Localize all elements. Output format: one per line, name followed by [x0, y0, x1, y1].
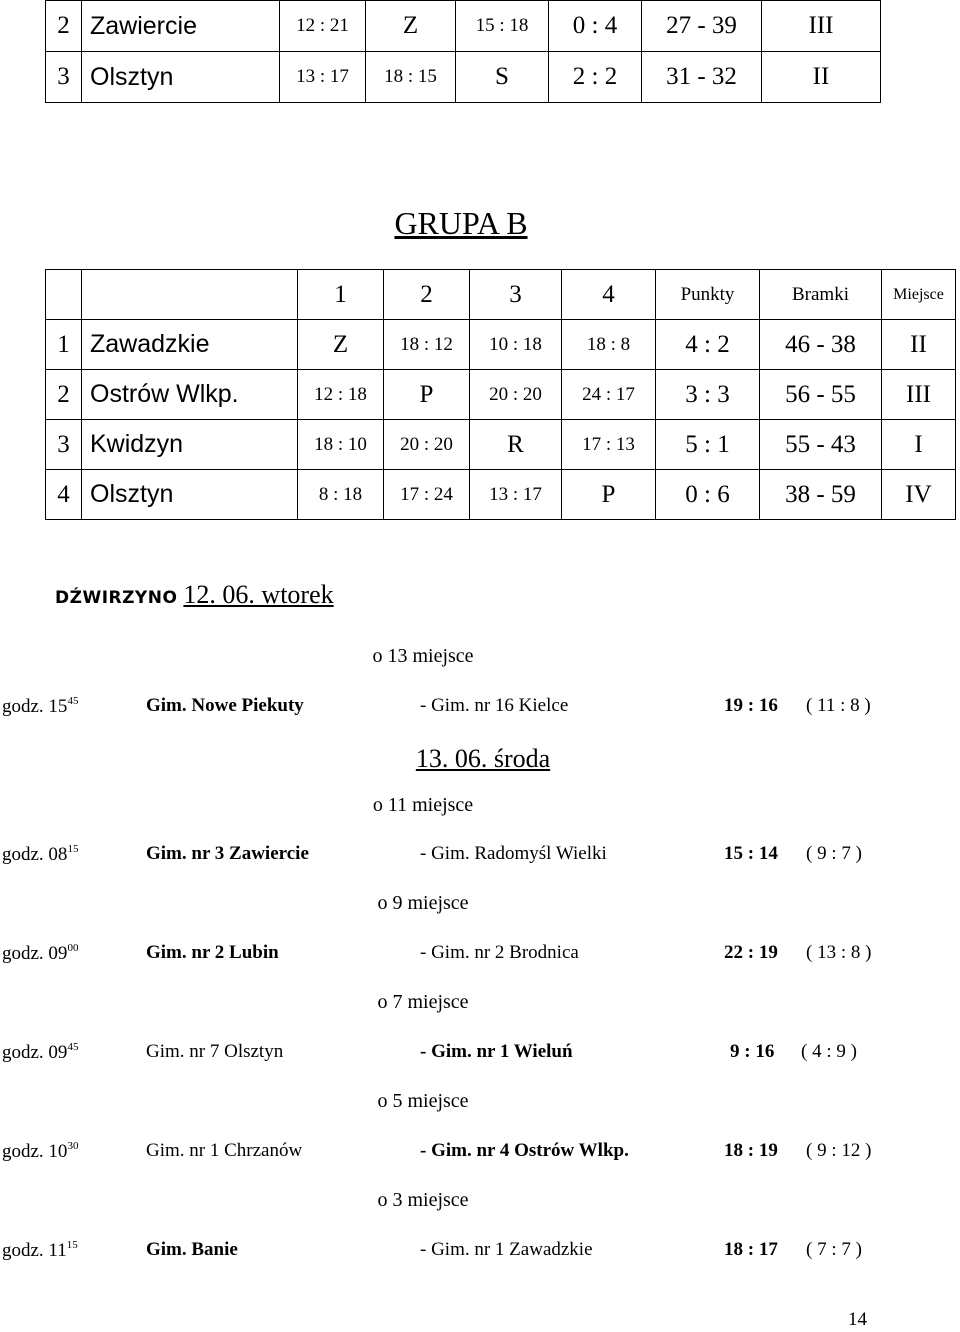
- row-number: 2: [46, 370, 82, 420]
- match-score: 22 : 19: [724, 942, 778, 963]
- score-cell: P: [384, 370, 470, 420]
- points-cell: 0 : 6: [656, 470, 760, 520]
- team-b: - Gim. nr 2 Brodnica: [420, 942, 579, 963]
- header-empty-cell: [46, 270, 82, 320]
- venue-name: DŹWIRZYNO: [55, 588, 178, 608]
- points-cell: 3 : 3: [656, 370, 760, 420]
- match-time: godz. $11^{15}$: [2, 1239, 78, 1261]
- half-time-score: ( 11 : 8 ): [806, 695, 871, 716]
- match-score: 18 : 19: [724, 1140, 778, 1161]
- match-time: godz. $09^{45}$: [2, 1041, 79, 1063]
- place-cell: III: [762, 1, 881, 52]
- goals-cell: 55 - 43: [760, 420, 882, 470]
- table-row: [46, 420, 956, 470]
- score-cell: 15 : 18: [456, 1, 549, 52]
- placement-heading-7: o 7 miejsce: [377, 991, 469, 1013]
- points-cell: 2 : 2: [549, 52, 642, 103]
- row-number: 2: [46, 1, 82, 52]
- match-row: [0, 843, 960, 867]
- half-time-score: ( 9 : 12 ): [806, 1140, 872, 1161]
- team-name: Olsztyn: [82, 470, 298, 520]
- points-cell: 5 : 1: [656, 420, 760, 470]
- score-cell: 12 : 21: [280, 1, 366, 52]
- match-time: godz. $15^{45}$: [2, 695, 79, 717]
- placement-heading-13: o 13 miejsce: [372, 645, 474, 667]
- day1-date: 12. 06. wtorek: [183, 580, 334, 609]
- score-cell: 13 : 17: [280, 52, 366, 103]
- match-score: 15 : 14: [724, 843, 778, 864]
- team-a: Gim. nr 7 Olsztyn: [146, 1041, 284, 1062]
- score-cell: 18 : 8: [562, 320, 656, 370]
- table-row: [46, 370, 956, 420]
- match-time: godz. $10^{30}$: [2, 1140, 79, 1162]
- table-row: [46, 1, 881, 52]
- table-row: [46, 470, 956, 520]
- goals-cell: 38 - 59: [760, 470, 882, 520]
- venue-heading: [55, 580, 334, 610]
- header-col-2: 2: [384, 270, 470, 320]
- team-b: - Gim. nr 16 Kielce: [420, 695, 569, 716]
- team-name: Kwidzyn: [82, 420, 298, 470]
- half-time-score: ( 7 : 7 ): [806, 1239, 862, 1260]
- team-b: - Gim. Radomyśl Wielki: [420, 843, 607, 864]
- points-cell: 4 : 2: [656, 320, 760, 370]
- match-row: [0, 1239, 960, 1263]
- team-b: - Gim. nr 1 Wieluń: [420, 1041, 573, 1062]
- match-score: 18 : 17: [724, 1239, 778, 1260]
- match-row: [0, 1041, 960, 1065]
- place-cell: III: [882, 370, 956, 420]
- team-b: - Gim. nr 4 Ostrów Wlkp.: [420, 1140, 629, 1161]
- team-a: Gim. nr 1 Chrzanów: [146, 1140, 303, 1161]
- score-cell: Z: [366, 1, 456, 52]
- row-number: 4: [46, 470, 82, 520]
- half-time-score: ( 9 : 7 ): [806, 843, 862, 864]
- score-cell: 20 : 20: [384, 420, 470, 470]
- row-number: 3: [46, 52, 82, 103]
- day2-date: 13. 06. środa: [415, 744, 551, 773]
- half-time-score: ( 13 : 8 ): [806, 942, 872, 963]
- score-cell: 24 : 17: [562, 370, 656, 420]
- match-score: 19 : 16: [724, 695, 778, 716]
- score-cell: R: [470, 420, 562, 470]
- placement-heading-11: o 11 miejsce: [372, 794, 474, 816]
- points-cell: 0 : 4: [549, 1, 642, 52]
- placement-heading-9: o 9 miejsce: [377, 892, 469, 914]
- goals-cell: 27 - 39: [642, 1, 762, 52]
- team-a: Gim. Nowe Piekuty: [146, 695, 304, 716]
- team-name: Olsztyn: [82, 52, 280, 103]
- team-name: Zawadzkie: [82, 320, 298, 370]
- header-empty-cell: [82, 270, 298, 320]
- score-cell: Z: [298, 320, 384, 370]
- goals-cell: 31 - 32: [642, 52, 762, 103]
- score-cell: 17 : 24: [384, 470, 470, 520]
- page-number: 14: [848, 1309, 867, 1330]
- header-place: Miejsce: [882, 270, 956, 320]
- match-row: [0, 695, 960, 719]
- place-cell: I: [882, 420, 956, 470]
- group-b-table: [45, 269, 956, 520]
- score-cell: P: [562, 470, 656, 520]
- team-a: Gim. nr 3 Zawiercie: [146, 843, 309, 864]
- header-col-3: 3: [470, 270, 562, 320]
- score-cell: 20 : 20: [470, 370, 562, 420]
- match-time: godz. $08^{15}$: [2, 843, 79, 865]
- team-a: Gim. nr 2 Lubin: [146, 942, 279, 963]
- match-row: [0, 942, 960, 966]
- team-b: - Gim. nr 1 Zawadzkie: [420, 1239, 593, 1260]
- score-cell: S: [456, 52, 549, 103]
- team-name: Ostrów Wlkp.: [82, 370, 298, 420]
- place-cell: II: [882, 320, 956, 370]
- placement-heading-3: o 3 miejsce: [377, 1189, 469, 1211]
- score-cell: 10 : 18: [470, 320, 562, 370]
- table-row: [46, 52, 881, 103]
- header-points: Punkty: [656, 270, 760, 320]
- place-cell: IV: [882, 470, 956, 520]
- score-cell: 17 : 13: [562, 420, 656, 470]
- match-time: godz. $09^{00}$: [2, 942, 79, 964]
- row-number: 1: [46, 320, 82, 370]
- group-b-title: GRUPA B: [394, 205, 528, 241]
- score-cell: 12 : 18: [298, 370, 384, 420]
- score-cell: 13 : 17: [470, 470, 562, 520]
- score-cell: 18 : 15: [366, 52, 456, 103]
- group-a-table: [45, 0, 881, 103]
- table-row: [46, 320, 956, 370]
- header-col-4: 4: [562, 270, 656, 320]
- goals-cell: 56 - 55: [760, 370, 882, 420]
- place-cell: II: [762, 52, 881, 103]
- table-header-row: [46, 270, 956, 320]
- score-cell: 18 : 12: [384, 320, 470, 370]
- score-cell: 18 : 10: [298, 420, 384, 470]
- header-goals: Bramki: [760, 270, 882, 320]
- match-score: 9 : 16: [730, 1041, 775, 1062]
- half-time-score: ( 4 : 9 ): [801, 1041, 857, 1062]
- match-row: [0, 1140, 960, 1164]
- goals-cell: 46 - 38: [760, 320, 882, 370]
- header-col-1: 1: [298, 270, 384, 320]
- placement-heading-5: o 5 miejsce: [377, 1090, 469, 1112]
- team-name: Zawiercie: [82, 1, 280, 52]
- row-number: 3: [46, 420, 82, 470]
- score-cell: 8 : 18: [298, 470, 384, 520]
- team-a: Gim. Banie: [146, 1239, 238, 1260]
